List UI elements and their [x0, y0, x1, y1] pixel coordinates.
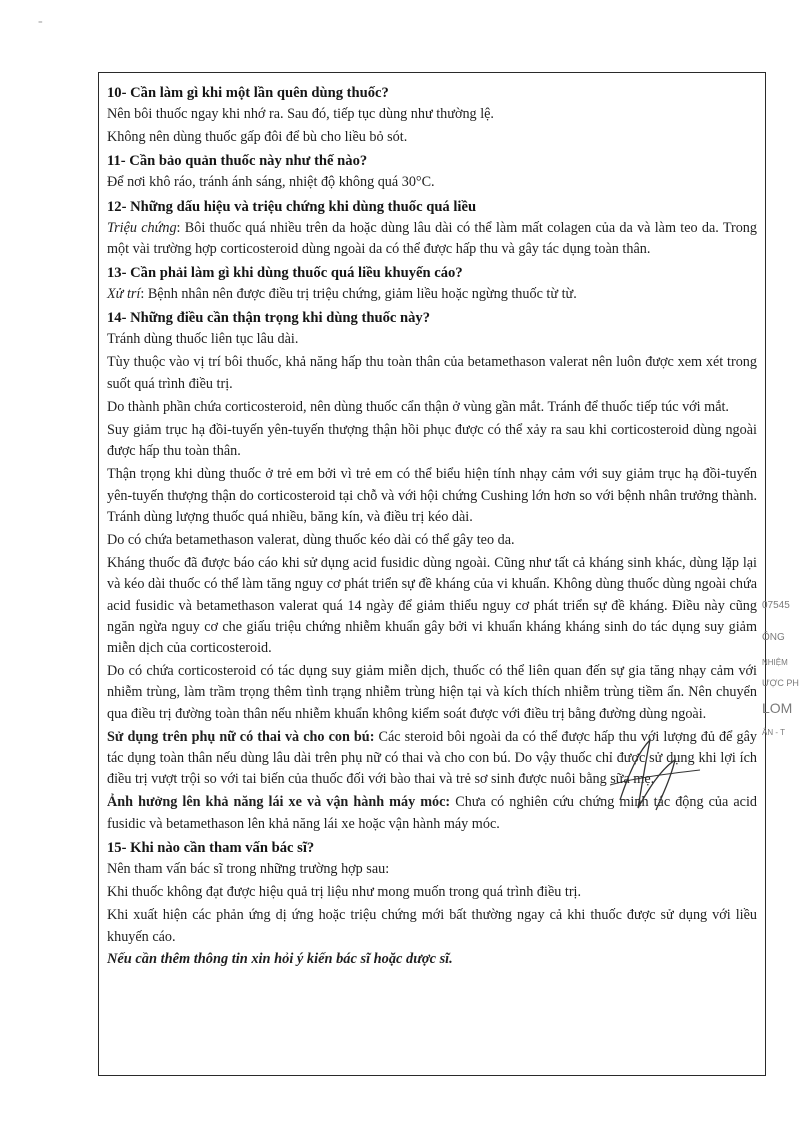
section-11 [107, 150, 757, 193]
section-10 [107, 82, 757, 148]
section-12 [107, 196, 757, 260]
section-15-heading: 15- Khi nào cần tham vấn bác sĩ? [107, 839, 315, 856]
stamp-fragment: ÂN - T [762, 728, 785, 737]
section-10-para-1: Nên bôi thuốc ngay khi nhớ ra. Sau đó, tiếp tục dùng như thường lệ. [107, 106, 494, 122]
section-11-heading: 11- Cần bảo quản thuốc này như thế nào? [107, 153, 368, 170]
section-10-para-2: Không nên dùng thuốc gấp đôi để bù cho liều bỏ sót. [107, 129, 408, 146]
driving-label: Ảnh hưởng lên khả năng lái xe và vận hành máy móc: [107, 794, 451, 811]
section-14-para-3: Do thành phần chứa corticosteroid, nên dùng thuốc cẩn thận ở vùng gần mắt. Tránh để thuốc tiếp túc với mắt. [107, 398, 729, 415]
section-13-heading: 13- Cần phải làm gì khi dùng thuốc quá liều khuyến cáo? [107, 265, 463, 282]
pregnancy-text: Các steroid bôi ngoài da có thể được hấp thu với lượng đủ để gây tác dụng toàn thân nếu dùng lâu dài trên phụ nữ có thai và cho con bú. Do vậy thuốc chỉ được sử dụng khi lợi ích điều trị vượt trội so với tai biến của thuốc đối với bào thai và trẻ sơ sinh được nuôi bằng sữa mẹ. [107, 728, 757, 788]
section-14-para-7: Kháng thuốc đã được báo cáo khi sử dụng acid fusidic dùng ngoài. Cũng như tất cả kháng sinh khác, dùng lặp lại và kéo dài thuốc có thể làm tăng nguy cơ phát triển sự đề kháng của vi khuẩn. Không dùng thuốc dùng ngoài chứa acid fusidic và betamethason valerat quá 14 ngày để giảm thiểu nguy cơ phát triển sự đề kháng. Điều này cũng ngăn ngừa nguy cơ che giấu triệu chứng nhiễm khuẩn gây bởi vi khuẩn kháng kháng sinh do tác dụng suy giảm miễn dịch của corticosteroid. [107, 555, 757, 657]
section-14-pregnancy [107, 727, 757, 791]
scan-mark: - [38, 14, 43, 29]
partial-stamp [760, 600, 799, 800]
section-10-heading: 10- Cần làm gì khi một lần quên dùng thuốc? [107, 85, 389, 101]
stamp-fragment: 07545 [762, 600, 790, 611]
section-15 [107, 837, 757, 948]
section-14-heading: 14- Những điều cần thận trọng khi dùng thuốc này? [107, 310, 431, 327]
section-12-text: : Bôi thuốc quá nhiều trên da hoặc dùng lâu dài có thể làm mất colagen của da và làm teo da. Trong một vài trường hợp corticosteroid dùng ngoài da có thể được hấp thu và gây tác dụng toàn thân. [107, 219, 757, 257]
section-14-para-4: Suy giảm trục hạ đồi-tuyến yên-tuyến thượng thận hồi phục được có thể xảy ra sau khi corticosteroid dùng ngoài được hấp thu toàn thân. [107, 422, 757, 460]
section-13-text: : Bệnh nhân nên được điều trị triệu chứng, giảm liều hoặc ngừng thuốc từ từ. [140, 286, 577, 303]
stamp-fragment: ƯỢC PH [762, 678, 799, 688]
section-15-para-1: Nên tham vấn bác sĩ trong những trường hợp sau: [107, 860, 390, 877]
section-13 [107, 262, 757, 305]
section-15-para-2: Khi thuốc không đạt được hiệu quả trị liệu như mong muốn trong quá trình điều trị. [107, 884, 582, 901]
section-11-para-1: Để nơi khô ráo, tránh ánh sáng, nhiệt độ không quá 30°C. [107, 174, 435, 191]
pregnancy-label: Sử dụng trên phụ nữ có thai và cho con bú: [107, 728, 375, 745]
section-14-driving [107, 792, 757, 834]
section-14-para-2: Tùy thuộc vào vị trí bôi thuốc, khả năng hấp thu toàn thân của betamethason valerat nên luôn được xem xét trong suốt quá trình điều trị. [107, 354, 757, 392]
section-14-para-5: Thận trọng khi dùng thuốc ở trẻ em bởi vì trẻ em có thể biểu hiện tính nhạy cảm với suy giảm trục hạ đồi-tuyến yên-tuyến thượng thận do corticosteroid tại chỗ và với hội chứng Cushing lớn hơn so với bệnh nhân trưởng thành. Tránh dùng lượng thuốc quá nhiều, băng kín, và điều trị kéo dài. [107, 466, 757, 525]
section-15-para-3: Khi xuất hiện các phản ứng dị ứng hoặc triệu chứng mới bất thường ngay cả khi thuốc được sử dụng với liều khuyến cáo. [107, 907, 757, 945]
section-12-heading: 12- Những dấu hiệu và triệu chứng khi dùng thuốc quá liều [107, 198, 477, 215]
stamp-fragment: ÔNG [762, 632, 785, 643]
section-12-lead: Triệu chứng [107, 219, 177, 236]
section-14-para-8: Do có chứa corticosteroid có tác dụng suy giảm miễn dịch, thuốc có thể liên quan đến sự gia tăng nhạy cảm với nhiễm trùng, làm trầm trọng thêm tình trạng nhiễm trùng hiện tại và kích thích nhiễm trùng tiềm ẩn. Nên chuyển qua điều trị đường toàn thân nếu nhiễm khuẩn không kiểm soát được với điều trị bằng đường dùng ngoài. [107, 663, 757, 722]
section-12-para-1 [107, 218, 757, 260]
section-14-para-1: Tránh dùng thuốc liên tục lâu dài. [107, 331, 299, 348]
section-13-lead: Xử trí [107, 286, 141, 303]
section-13-para-1 [107, 284, 757, 305]
leaflet-page-frame [98, 72, 766, 1076]
closing-note: Nếu cần thêm thông tin xin hỏi ý kiến bác sĩ hoặc dược sĩ. [107, 950, 453, 967]
stamp-fragment: LOM [762, 700, 793, 716]
driving-text: Chưa có nghiên cứu chứng minh tác động của acid fusidic và betamethason lên khả năng lái xe hoặc vận hành máy móc. [107, 794, 757, 832]
stamp-fragment: NHIỆM [762, 658, 788, 667]
section-14-para-6: Do có chứa betamethason valerat, dùng thuốc kéo dài có thể gây teo da. [107, 532, 515, 549]
section-14 [107, 307, 757, 835]
